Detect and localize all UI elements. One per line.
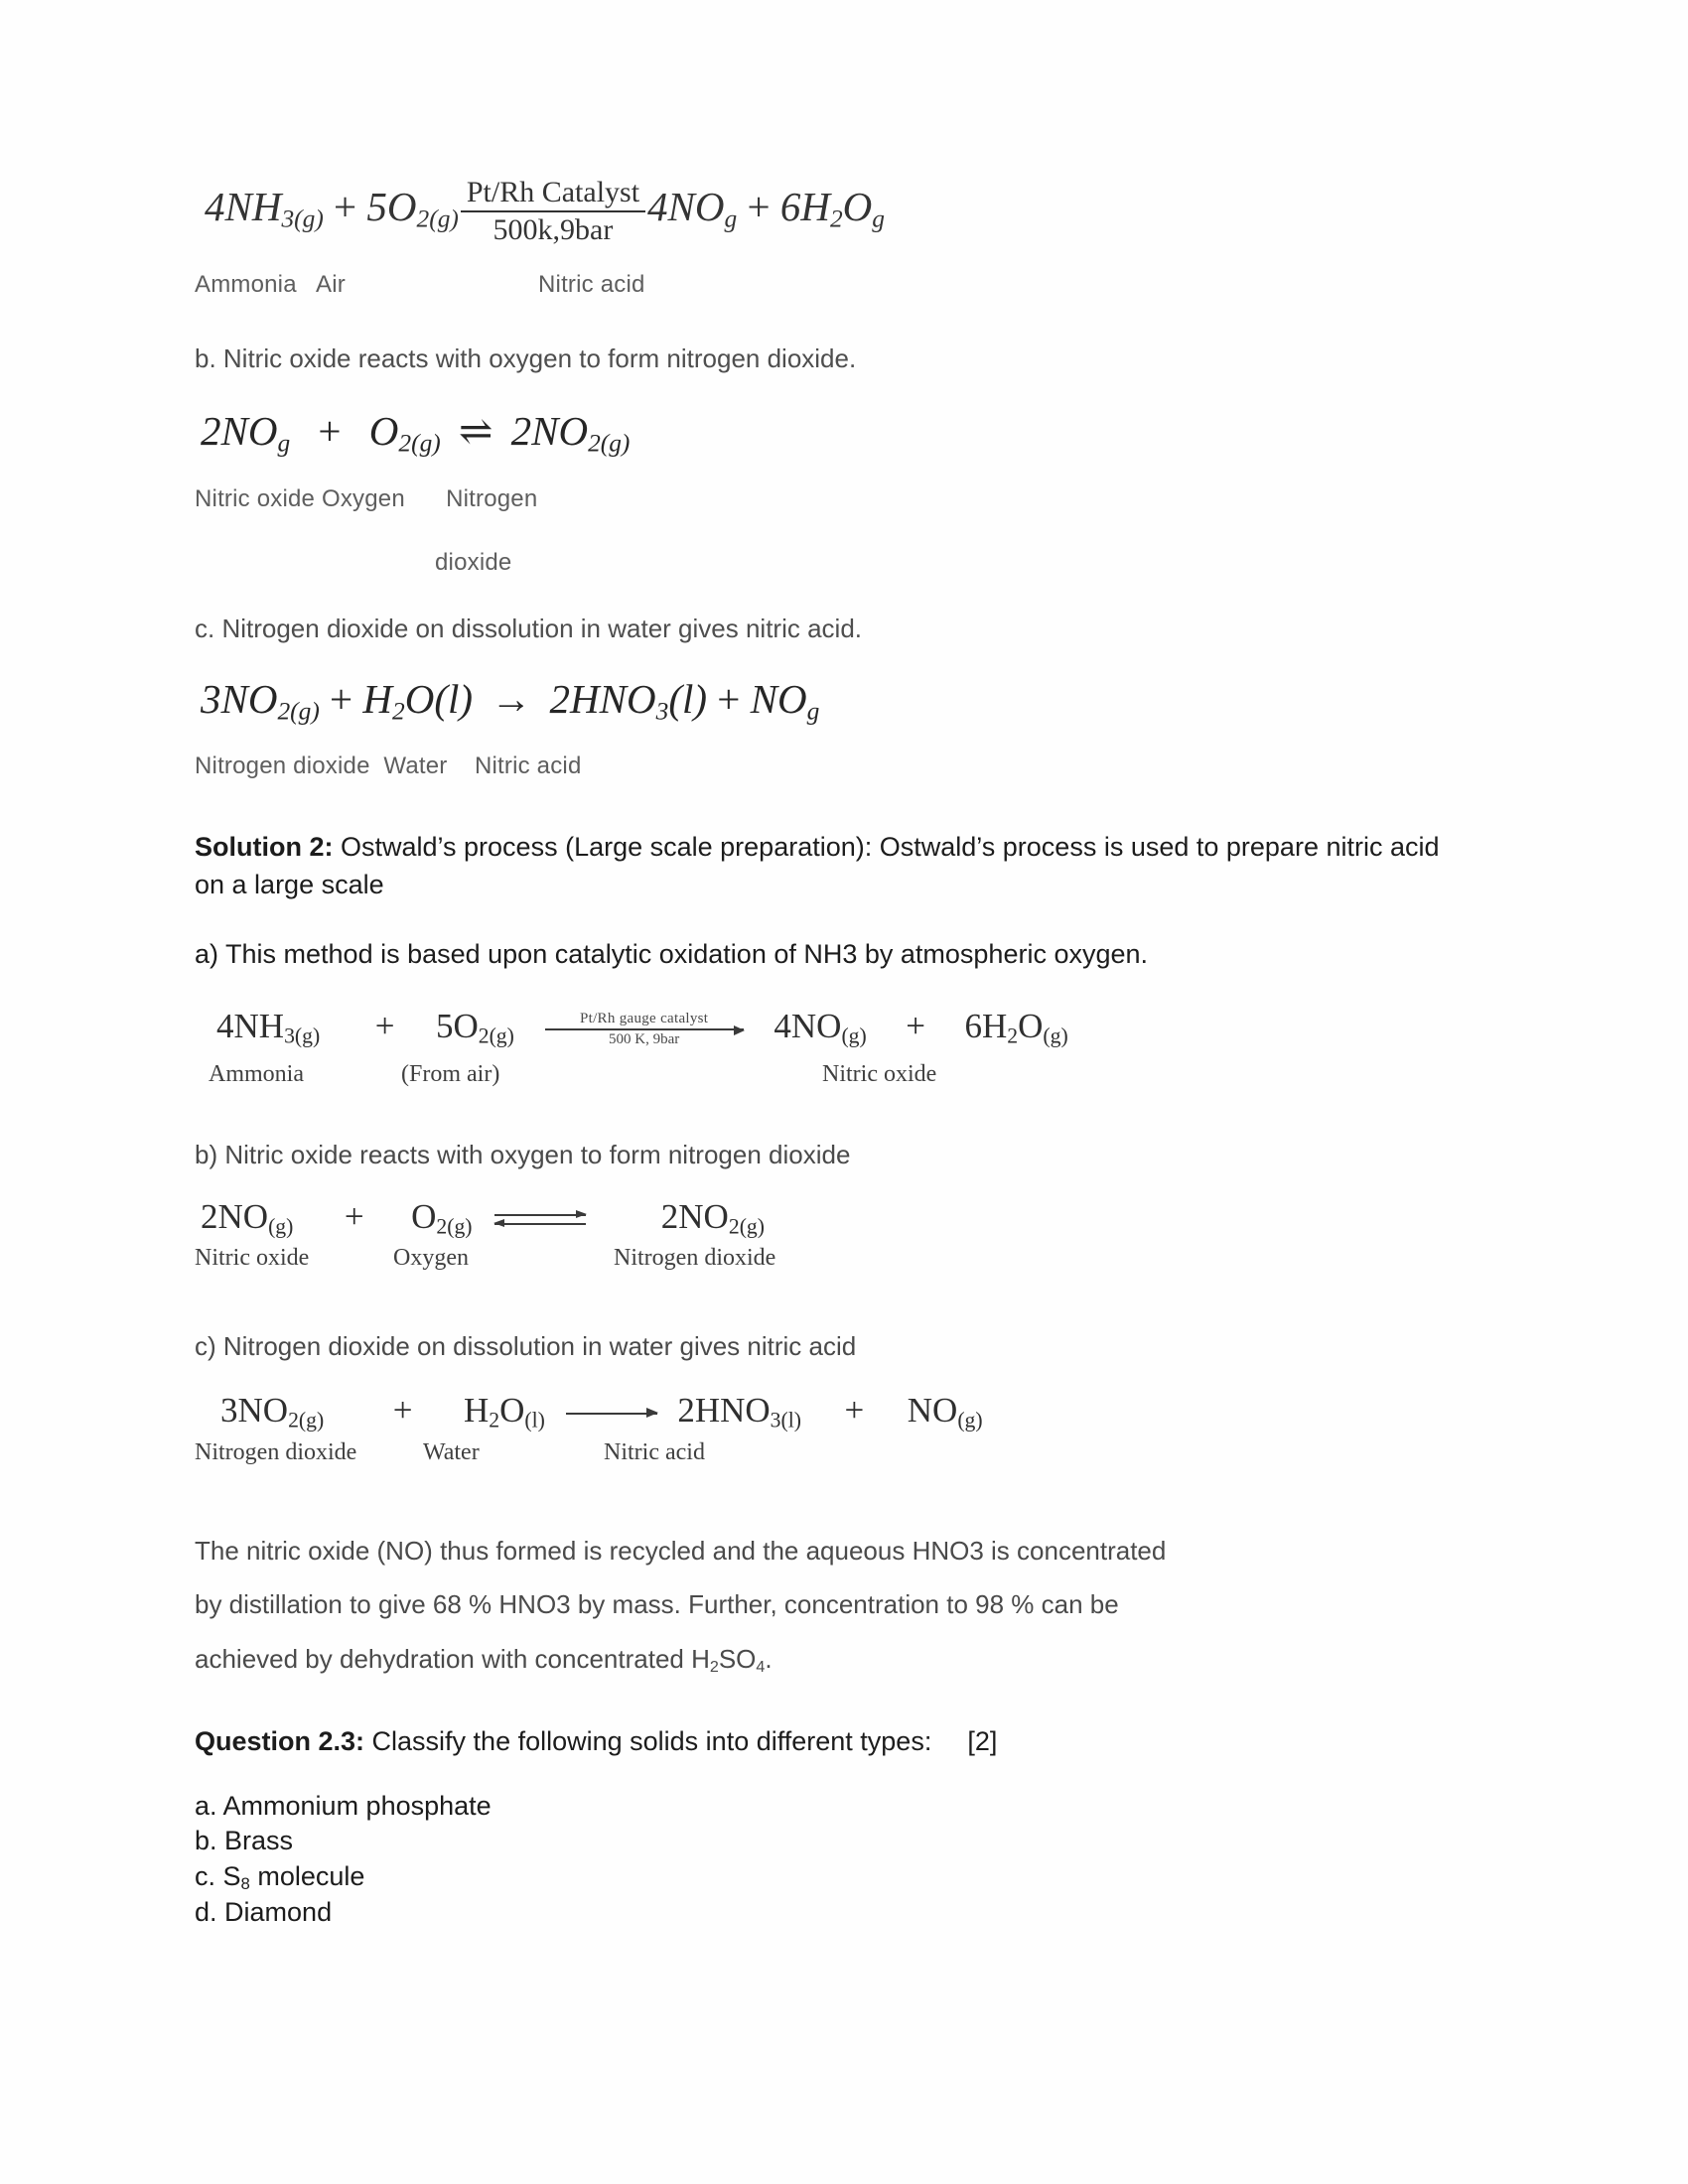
eq2a-nh3: $4NH_{3(g)}$ — [216, 1007, 321, 1048]
equation2c-label-nitric-acid: Nitric acid — [604, 1438, 705, 1465]
list-item-a — [195, 1789, 1456, 1825]
equation2a-label-nitric-oxide: Nitric oxide — [822, 1060, 937, 1087]
list-item-b-prefix: b. — [195, 1826, 225, 1856]
list-item-a-prefix: a. — [195, 1790, 223, 1821]
closing-line-3-text-b: SO — [718, 1644, 757, 1675]
equation-no2-water-2 — [220, 1391, 1456, 1433]
equation2a-label-from-air: (From air) — [401, 1060, 500, 1087]
closing-line-3-sub-1: 2 — [709, 1658, 719, 1677]
eq1b-o2: O2(g) — [368, 407, 441, 458]
list-item-d-prefix: d. — [195, 1897, 225, 1928]
question-2-3-marks: [2] — [967, 1726, 998, 1757]
question-2-3-heading — [195, 1722, 1456, 1760]
equation-ostwald-oxidation-2 — [216, 1007, 1456, 1048]
eq1-o2: 5O2(g) — [366, 183, 459, 233]
question-2-3-options — [195, 1789, 1456, 1931]
eq2c-reaction-arrow — [566, 1413, 657, 1415]
solution-2-step-a: a) This method is based upon catalytic oxidation of NH3 by atmospheric oxygen. — [195, 939, 1149, 970]
equation-no-oxidation-1 — [201, 407, 1456, 458]
closing-line-3-text-c: . — [765, 1644, 773, 1675]
equation2c-label-nitrogen-dioxide: Nitrogen dioxide — [195, 1438, 357, 1465]
scanned-block-two — [195, 1007, 1456, 1679]
equation-no2-water-1 — [201, 675, 1456, 726]
closing-line-3-sub-2: 4 — [756, 1658, 766, 1677]
page-content — [195, 0, 1456, 1931]
eq2c-h2o: $H_2O_{(l)}$ — [463, 1391, 545, 1433]
eq2b-no2: $2NO_{2(g)}$ — [660, 1196, 765, 1239]
closing-line-2: by distillation to give 68 % HNO3 by mass. Further, concentration to 98 % can be — [195, 1589, 1119, 1620]
equation2b-label-oxygen: Oxygen — [393, 1245, 469, 1272]
solution-2-text: Ostwald’s process (Large scale preparation): Ostwald’s process is used to prepare nitric acid on a large scale — [195, 831, 1440, 899]
closing-line-3 — [195, 1641, 1456, 1679]
eq1-h2o: 6H2Og — [779, 183, 885, 233]
list-item-d — [195, 1895, 1456, 1931]
eq1-plus-1: + — [334, 183, 357, 229]
list-item-b — [195, 1824, 1456, 1859]
equation-ostwald-oxidation-1 — [205, 177, 1456, 245]
eq2c-no2: $3NO_{2(g)}$ — [220, 1391, 325, 1433]
eq1-nh3: 4NH3(g) — [205, 183, 324, 233]
list-item-c-formula: $S_8$ — [222, 1860, 250, 1894]
eq1c-h2o: H2O(l) — [362, 676, 474, 726]
step-b-description-2: b) Nitric oxide reacts with oxygen to form nitrogen dioxide — [195, 1139, 851, 1169]
eq2c-plus-2: + — [844, 1391, 865, 1431]
eq2a-h2o: $6H_2O_{(g)}$ — [964, 1007, 1068, 1048]
eq2b-o2: $O_{2(g)}$ — [411, 1196, 473, 1239]
eq2b-plus: + — [344, 1196, 364, 1236]
eq2a-plus-2: + — [906, 1007, 925, 1046]
list-item-d-text: Diamond — [224, 1897, 333, 1928]
eq1-catalyst-conditions: $\frac{\text{Pt/Rh Catalyst}}{\text{500k,9bar}}$ — [461, 177, 645, 245]
eq2a-catalyst-bottom: 500 K, 9bar — [609, 1030, 680, 1047]
eq1b-equilibrium-arrow: ⇌ — [458, 407, 493, 454]
eq2a-no: $4NO_{(g)}$ — [774, 1007, 867, 1048]
equation1b-label-second-line: dioxide — [435, 549, 512, 577]
eq2c-plus-1: + — [392, 1391, 413, 1431]
question-2-3-text: Classify the following solids into different types: — [364, 1726, 932, 1757]
scanned-block-one — [195, 177, 1456, 798]
eq1b-plus: + — [318, 407, 342, 454]
equation2b-label-nitric-oxide: Nitric oxide — [195, 1245, 310, 1272]
step-c-description-2: c) Nitrogen dioxide on dissolution in water gives nitric acid — [195, 1331, 857, 1362]
equation2a-label-ammonia: Ammonia — [209, 1060, 304, 1087]
list-item-c — [195, 1859, 1456, 1895]
eq1c-no2: 3NO2(g) — [201, 676, 320, 726]
eq2a-catalyst-top: Pt/Rh gauge catalyst — [579, 1011, 709, 1027]
equation1b-labels: Nitric oxide Oxygen Nitrogen — [195, 485, 538, 513]
eq1c-plus-1: + — [330, 676, 353, 723]
equation1-label-left: Ammonia Air — [195, 271, 346, 298]
eq2a-o2: $5O_{2(g)}$ — [435, 1007, 514, 1048]
solution-2-paragraph — [195, 828, 1456, 904]
eq2b-equilibrium-arrow — [494, 1212, 586, 1228]
equation1-label-right: Nitric acid — [538, 271, 645, 298]
eq2c-hno3: $2HNO_{3(l)}$ — [677, 1391, 801, 1433]
solution-2-label: Solution 2: — [195, 831, 334, 862]
closing-paragraph — [195, 1533, 1456, 1680]
list-item-c-text: molecule — [249, 1860, 365, 1891]
eq1-plus-2: + — [747, 183, 771, 229]
eq2c-no: $NO_{(g)}$ — [907, 1391, 983, 1433]
eq1-no: 4NOg — [647, 183, 738, 233]
closing-line-3-text-a: achieved by dehydration with concentrated H — [195, 1644, 710, 1675]
eq1b-no: 2NOg — [201, 407, 291, 458]
eq1c-hno3: 2HNO3(l) — [549, 676, 708, 726]
eq1c-plus-2: + — [717, 676, 741, 723]
equation-no-oxidation-2 — [201, 1197, 1456, 1239]
step-b-description-1: b. Nitric oxide reacts with oxygen to form nitrogen dioxide. — [195, 343, 857, 373]
equation1c-labels: Nitrogen dioxide Water Nitric acid — [195, 751, 582, 779]
eq1c-arrow: → — [491, 676, 532, 723]
eq1b-no2: 2NO2(g) — [510, 407, 631, 458]
question-2-3-label: Question 2.3: — [195, 1726, 365, 1757]
list-item-a-text: Ammonium phosphate — [222, 1790, 492, 1821]
eq2a-catalyst-arrow — [545, 1012, 744, 1048]
eq2b-no: $2NO_{(g)}$ — [201, 1196, 294, 1239]
eq2a-plus-1: + — [374, 1007, 395, 1046]
closing-line-1: The nitric oxide (NO) thus formed is recycled and the aqueous HNO3 is concentrated — [195, 1535, 1167, 1566]
step-c-description-1: c. Nitrogen dioxide on dissolution in water gives nitric acid. — [195, 614, 863, 644]
equation2c-label-water: Water — [423, 1438, 480, 1465]
list-item-b-text: Brass — [224, 1826, 294, 1856]
eq1c-no: NOg — [750, 676, 820, 726]
equation2b-label-nitrogen-dioxide: Nitrogen dioxide — [614, 1245, 776, 1272]
list-item-c-prefix: c. — [195, 1860, 223, 1891]
